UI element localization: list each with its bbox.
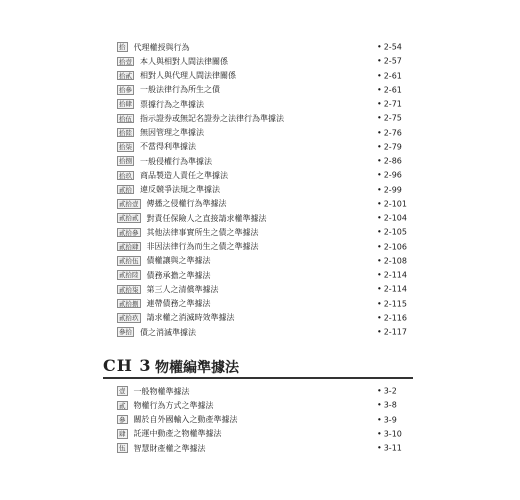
entry-title: 傳播之侵權行為準據法 <box>146 199 227 209</box>
entry-number-tag: 貳拾壹 <box>119 200 139 209</box>
bullet-icon: • <box>377 99 382 109</box>
chapter-number: CH 3 <box>103 356 152 375</box>
bullet-icon: • <box>377 299 382 309</box>
bullet-icon: • <box>377 227 382 237</box>
entry-page-number <box>377 214 407 223</box>
entry-title: 債權讓與之準據法 <box>146 256 211 266</box>
entry-title: 債之消滅準據法 <box>140 327 196 337</box>
chapter-title: 物權編準據法 <box>155 360 239 376</box>
toc-entry[interactable] <box>117 168 407 182</box>
entry-number-tag: 拾柒 <box>119 143 132 152</box>
entry-title: 請求權之消滅時效準據法 <box>146 313 235 323</box>
page-number-text: 2-105 <box>383 227 407 237</box>
entry-page-number <box>377 271 407 280</box>
toc-entry[interactable] <box>117 197 407 211</box>
entry-number-tag: 拾玖 <box>119 171 132 180</box>
entry-title: 債務承擔之準據法 <box>146 270 211 280</box>
entry-number-tag: 拾壹 <box>119 57 132 66</box>
entry-title: 智慧財產權之準據法 <box>133 443 206 453</box>
toc-entry[interactable] <box>117 384 407 398</box>
entry-page-number <box>377 71 402 80</box>
toc-section-chapter-2 <box>117 40 407 339</box>
toc-entry[interactable] <box>117 240 407 254</box>
page-number-text: 2-96 <box>383 170 402 180</box>
chapter-underline <box>103 377 413 379</box>
entry-number-tag: 拾陸 <box>119 128 132 137</box>
bullet-icon: • <box>377 199 382 209</box>
entry-page-number <box>377 444 402 453</box>
entry-page-number <box>377 429 402 438</box>
page-number-text: 2-106 <box>383 242 407 252</box>
entry-title: 關於自外國輸入之動產準據法 <box>133 415 238 425</box>
entry-page-number <box>377 157 402 166</box>
bullet-icon: • <box>377 327 382 337</box>
bullet-icon: • <box>377 56 382 66</box>
entry-number-tag: 貳拾參 <box>119 228 139 237</box>
bullet-icon: • <box>377 156 382 166</box>
page-number-text: 2-101 <box>383 199 407 209</box>
toc-entry[interactable] <box>117 97 407 111</box>
entry-title: 無因管理之準據法 <box>140 128 204 138</box>
toc-entry[interactable] <box>117 282 407 296</box>
bullet-icon: • <box>377 284 382 294</box>
toc-entry[interactable] <box>117 311 407 325</box>
bullet-icon: • <box>377 400 382 410</box>
bullet-icon: • <box>377 415 382 425</box>
toc-entry[interactable] <box>117 398 407 412</box>
entry-title: 不當得利準據法 <box>140 142 196 152</box>
entry-page-number <box>377 85 402 94</box>
entry-number-tag: 拾貳 <box>119 71 132 80</box>
entry-title: 物權行為方式之準據法 <box>133 400 214 410</box>
toc-entry[interactable] <box>117 126 407 140</box>
entry-title: 對責任保險人之直接請求權準據法 <box>146 213 267 223</box>
entry-page-number <box>377 242 407 251</box>
page-number-text: 2-86 <box>383 156 402 166</box>
bullet-icon: • <box>377 386 382 396</box>
entry-title: 代理權授與行為 <box>133 42 190 52</box>
entry-number-tag: 拾參 <box>119 86 132 95</box>
toc-entry[interactable] <box>117 154 407 168</box>
toc-entry[interactable] <box>117 225 407 239</box>
toc-entry[interactable] <box>117 427 407 441</box>
entry-title: 連帶債務之準據法 <box>146 299 211 309</box>
entry-title: 非因法律行為而生之債之準據法 <box>146 242 259 252</box>
toc-entry[interactable] <box>117 183 407 197</box>
entry-number-tag: 貳拾柒 <box>119 285 139 294</box>
entry-title: 票據行為之準據法 <box>140 99 204 109</box>
page-number-text: 2-75 <box>383 113 402 123</box>
toc-entry[interactable] <box>117 40 407 54</box>
entry-page-number <box>377 387 397 396</box>
page-number-text: 2-76 <box>383 128 402 138</box>
bullet-icon: • <box>377 71 382 81</box>
entry-number-tag: 參 <box>119 415 126 424</box>
toc-entry[interactable] <box>117 111 407 125</box>
entry-number-tag: 壹 <box>119 387 126 396</box>
entry-number-tag: 伍 <box>119 444 126 453</box>
entry-title: 本人與相對人間法律關係 <box>140 56 228 66</box>
entry-title: 商品製造人責任之準據法 <box>140 170 228 180</box>
entry-page-number <box>377 57 402 66</box>
entry-page-number <box>377 114 402 123</box>
bullet-icon: • <box>377 443 382 453</box>
page-number-text: 3-11 <box>383 443 402 453</box>
entry-number-tag: 貳拾肆 <box>119 242 139 251</box>
entry-number-tag: 參拾 <box>119 328 132 337</box>
bullet-icon: • <box>377 85 382 95</box>
page-number-text: 2-117 <box>383 327 407 337</box>
entry-page-number <box>377 328 407 337</box>
bullet-icon: • <box>377 142 382 152</box>
entry-page-number <box>377 199 407 208</box>
entry-number-tag: 貳拾陸 <box>119 271 139 280</box>
bullet-icon: • <box>377 128 382 138</box>
entry-title: 一般物權準據法 <box>133 386 190 396</box>
entry-page-number <box>377 185 402 194</box>
bullet-icon: • <box>377 113 382 123</box>
toc-entry[interactable] <box>117 325 407 339</box>
entry-number-tag: 拾捌 <box>119 157 132 166</box>
toc-entry[interactable] <box>117 69 407 83</box>
entry-page-number <box>377 171 402 180</box>
entry-page-number <box>377 128 402 137</box>
page-number-text: 2-114 <box>383 284 407 294</box>
page-number-text: 3-2 <box>383 386 397 396</box>
bullet-icon: • <box>377 313 382 323</box>
page-number-text: 2-108 <box>383 256 407 266</box>
entry-number-tag: 貳 <box>119 401 126 410</box>
page-number-text: 2-115 <box>383 299 407 309</box>
bullet-icon: • <box>377 213 382 223</box>
entry-page-number <box>377 100 402 109</box>
entry-title: 其他法律事實所生之債之準據法 <box>146 227 259 237</box>
entry-page-number <box>377 142 402 151</box>
entry-title: 指示證券或無記名證券之法律行為準據法 <box>140 113 284 123</box>
bullet-icon: • <box>377 242 382 252</box>
entry-number-tag: 拾肆 <box>119 100 132 109</box>
toc-entry[interactable] <box>117 297 407 311</box>
page-number-text: 2-54 <box>383 42 402 52</box>
entry-page-number <box>377 228 407 237</box>
toc-section-chapter-3 <box>117 384 407 455</box>
page-number-text: 2-61 <box>383 71 402 81</box>
page-number-text: 2-116 <box>383 313 407 323</box>
bullet-icon: • <box>377 170 382 180</box>
entry-title: 一般侵權行為準據法 <box>140 156 212 166</box>
toc-entry[interactable] <box>117 211 407 225</box>
entry-number-tag: 肆 <box>119 430 126 439</box>
entry-number-tag: 貳拾貳 <box>119 214 139 223</box>
entry-number-tag: 貳拾玖 <box>119 314 139 323</box>
entry-title: 違反競爭法規之準據法 <box>140 185 220 195</box>
bullet-icon: • <box>377 429 382 439</box>
entry-number-tag: 貳拾 <box>119 185 132 194</box>
entry-title: 託運中動產之物權準據法 <box>133 429 222 439</box>
toc-entry[interactable] <box>117 54 407 68</box>
toc-entry[interactable] <box>117 254 407 268</box>
page-number-text: 2-79 <box>383 142 402 152</box>
entry-page-number <box>377 299 407 308</box>
toc-entry[interactable] <box>117 83 407 97</box>
page-number-text: 2-61 <box>383 85 402 95</box>
bullet-icon: • <box>377 256 382 266</box>
entry-page-number <box>377 43 402 52</box>
entry-title: 一般法律行為所生之債 <box>140 85 220 95</box>
page-number-text: 2-57 <box>383 56 402 66</box>
entry-page-number <box>377 401 397 410</box>
page-number-text: 3-8 <box>383 400 397 410</box>
chapter-heading <box>103 356 413 378</box>
entry-number-tag: 貳拾捌 <box>119 299 139 308</box>
entry-title: 第三人之清償準據法 <box>146 284 219 294</box>
bullet-icon: • <box>377 42 382 52</box>
bullet-icon: • <box>377 185 382 195</box>
page-number-text: 2-99 <box>383 185 402 195</box>
toc-entry[interactable] <box>117 441 407 455</box>
entry-page-number <box>377 285 407 294</box>
entry-page-number <box>377 313 407 322</box>
page-number-text: 2-114 <box>383 270 407 280</box>
page-number-text: 2-104 <box>383 213 407 223</box>
toc-entry[interactable] <box>117 268 407 282</box>
entry-number-tag: 貳拾伍 <box>119 257 139 266</box>
toc-entry[interactable] <box>117 413 407 427</box>
page-number-text: 3-9 <box>383 415 397 425</box>
page-number-text: 3-10 <box>383 429 402 439</box>
entry-page-number <box>377 256 407 265</box>
bullet-icon: • <box>377 270 382 280</box>
entry-number-tag: 拾伍 <box>119 114 132 123</box>
toc-entry[interactable] <box>117 140 407 154</box>
entry-number-tag: 拾 <box>119 43 126 52</box>
entry-title: 相對人與代理人間法律關係 <box>140 71 236 81</box>
page-number-text: 2-71 <box>383 99 402 109</box>
entry-page-number <box>377 415 397 424</box>
